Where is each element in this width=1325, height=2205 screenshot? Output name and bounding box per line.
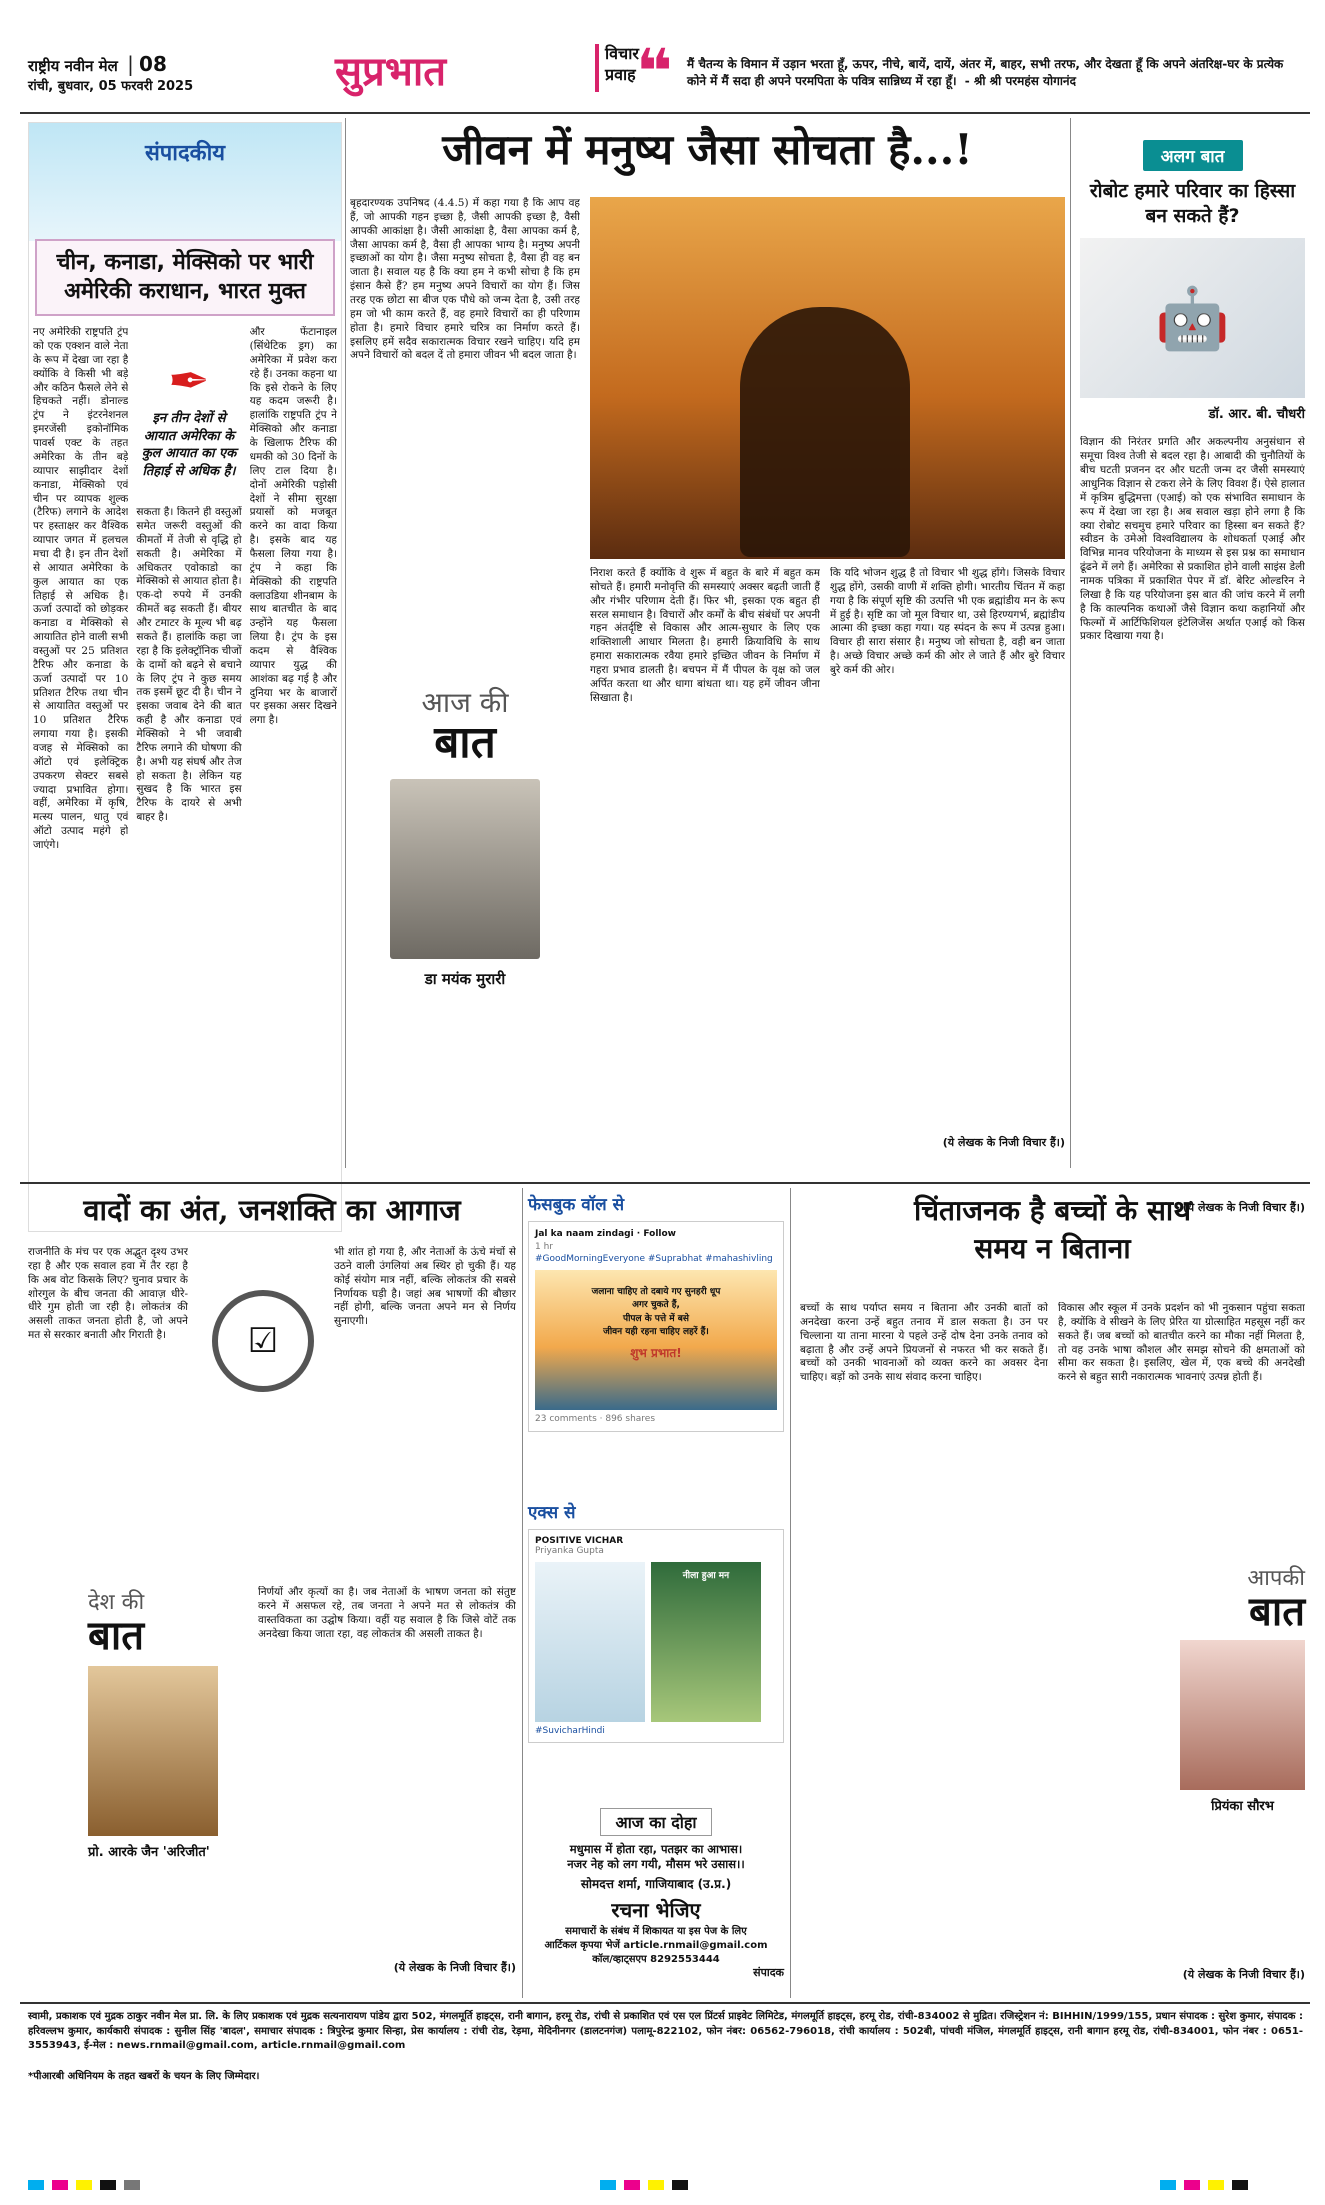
desh-baat-label: बात: [88, 1613, 144, 1659]
editorial-headline: चीन, कनाडा, मेक्सिको पर भारी अमेरिकी कराधान, भारत मुक्त: [56, 250, 314, 304]
color-registration-left: [28, 2175, 148, 2194]
rachna-line-2: आर्टिकल कृपया भेजें article.rnmail@gmail.com: [544, 1940, 768, 1951]
editorial-pullquote-box: [136, 326, 241, 506]
doha-label: आज का दोहा: [600, 1808, 711, 1836]
fb-post-user: Jal ka naam zindagi · Follow: [535, 1229, 676, 1239]
desh-ki-baat: [28, 1190, 516, 1990]
baat-label: बात: [434, 717, 496, 768]
x-post-section: [528, 1500, 784, 1800]
masthead-quote: मैं चैतन्य के विमान में उड़ान भरता हूँ, ऊपर, नीचे, बायें, दायें, अंतर में, बाहर, सभी तरफ, और देखता हूँ कि अपने अंतरिक्ष-घर के प्रत्येक कोने में मैं सदा ही अपने परमपिता के पवित्र सान्निध्य में रहा हूँ। - श्री श्री परमहंस योगानंद: [687, 57, 1284, 89]
robot-baby-image: 🤖: [1080, 238, 1305, 398]
doha-line-2: नजर नेह को लग गयी, मौसम भरे उसास।।: [567, 1857, 745, 1871]
fb-hashtags: #GoodMorningEveryone #Suprabhat #mahashivling: [535, 1254, 773, 1265]
editorial-banner: [29, 123, 341, 241]
bachchon-col-2: विकास और स्कूल में उनके प्रदर्शन को भी नुकसान पहुंचा सकता है, क्योंकि वे सीखने के लिए प्रेरित या ग्रोत्साहित महसूस नहीं कर सकते हैं। जब बच्चों को बातचीत करने का मौका नहीं मिलता है, तो वह उनके भाषा कौशल और समझ सोचने की क्षमताओं को सीमा कर सकता है। इसलिए, खेल में, एक बच्चे की अनदेखी करने से बहुत सारी नकारात्मक भावनाएं उत्पन्न होती हैं।: [1058, 1302, 1305, 1384]
bachchon-article: [800, 1192, 1305, 1992]
aapki-baat-label: बात: [1249, 1589, 1305, 1635]
desh-author: प्रो. आरके जैन 'अरिजीत': [88, 1845, 210, 1860]
quote-mark-icon: ❝: [636, 35, 673, 108]
alag-baat: [1080, 130, 1305, 1215]
paper-name: राष्ट्रीय नवीन मेल: [28, 57, 118, 75]
desh-col-1: राजनीति के मंच पर एक अद्भुत दृश्य उभर रहा है और एक सवाल हवा में तैर रहा है कि अब वोट किसके लिए? चुनाव प्रचार के शोरगुल के बीच जनता की आवाज़ धीरे-धीरे गुम होती जा रही है। लोकतंत्र की असली ताकत जनता होती है, जो अपने मत से सरकार बनाती और गिराती है।: [28, 1246, 188, 1342]
bachchon-author: प्रियंका सौरभ: [1211, 1799, 1274, 1814]
rachna-line-1: समाचारों के संबंध में शिकायत या इस पेज के लिए: [565, 1926, 747, 1937]
x-post-user: POSITIVE VICHAR: [535, 1536, 624, 1546]
author-photo-mayank: [390, 779, 540, 959]
desh-headline: वादों का अंत, जनशक्ति का आगाज: [83, 1193, 461, 1227]
fb-post-image: जलाना चाहिए तो दबाये गए सुनहरी धूप अगर चुकते हैं, पीपल के पत्ते में बसे जीवन यही रहना चाहिए लहरें हैं। शुभ प्रभात!: [535, 1270, 777, 1410]
editorial-label: संपादकीय: [144, 141, 226, 166]
alag-baat-col: विज्ञान की निरंतर प्रगति और अकल्पनीय अनुसंधान से समूचा विश्व तेजी से बदल रहा है। आबादी की चुनौतियों के बीच घटती प्रजनन दर और घटती जन्म दर जैसी समस्याएं आधुनिक विज्ञान से टकरा लेने के लिए विवश हैं। ऐसे हालात में कृत्रिम बुद्धिमत्ता (एआई) को एक संभावित समाधान के रूप में देखा जा रहा है। अब सवाल खड़ा होने लगा है कि क्या रोबोट सचमुच हमारे परिवार का हिस्सा बन सकते हैं? स्वीडन के उमेओ विश्वविद्यालय के शोधकर्ता एआई और विभिन्न मानव परियोजना के माध्यम से इस प्रश्न का समाधान ढूंढने में लगे हैं। अमेरिका से प्रकाशित होने वाली साइंस डेली नामक पत्रिका में प्रकाशित पेपर में डॉ. बेरिट ओल्डरिन ने लिखा है कि यह परियोजना इस बात की जांच करने में लगी है कि काल्पनिक कथाओं जैसे विज्ञान कथा कहानियों और फिल्मों में आर्टिफिशियल इंटेलिजेंस अर्थात एआई को किस प्रकार दिखाया गया है।: [1080, 436, 1305, 643]
dateline: रांची, बुधवार, 05 फरवरी 2025: [28, 79, 194, 94]
x-hashtags: #SuvicharHindi: [535, 1726, 605, 1736]
masthead-left: राष्ट्रीय नवीन मेल | 08: [28, 52, 167, 76]
alag-baat-byline: (ये लेखक के निजी विचार हैं।): [1182, 1201, 1305, 1215]
x-post-image-right: नीला हुआ मन: [651, 1562, 761, 1722]
facebook-wall: [528, 1192, 784, 1482]
x-label: एक्स से: [528, 1503, 576, 1523]
doha-line-1: मधुमास में होता रहा, पतझर का आभास।: [569, 1842, 743, 1856]
rachna-sign: संपादक: [753, 1966, 784, 1979]
main-headline: जीवन में मनुष्य जैसा सोचता है...!: [442, 125, 973, 174]
quote-author: - श्री श्री परमहंस योगानंद: [964, 74, 1076, 89]
main-author: डा मयंक मुरारी: [424, 970, 506, 988]
editorial-pullquote: इन तीन देशों से आयात अमेरिका के कुल आयात का एक तिहाई से अधिक है।: [141, 411, 237, 479]
editorial-col-1: नए अमेरिकी राष्ट्रपति ट्रंप को एक एक्शन वाले नेता के रूप में देखा जा रहा है क्योंकि वे किसी भी बड़े और कठिन फैसले लेने से हिचकते नहीं। डोनाल्ड ट्रंप ने इंटरनेशनल इमरजेंसी इकोनॉमिक पावर्स एक्ट के तहत अमेरिका के तीन बड़े व्यापार साझीदार देशों कनाडा, मेक्सिको एवं चीन पर व्यापक शुल्क (टैरिफ) लगाने के आदेश पर हस्ताक्षर कर वैश्विक व्यापार जगत में हलचल मचा दी है। इन तीन देशों से आयात अमेरिका के कुल आयात का एक तिहाई से अधिक है। ऊर्जा उत्पादों को छोड़कर कनाडा व मेक्सिको से आयातित होने वाली सभी वस्तुओं पर 25 प्रतिशत टैरिफ और कनाडा के ऊर्जा उत्पादों पर 10 प्रतिशत टैरिफ तथा चीन से आयातित वस्तुओं पर 10 प्रतिशत टैरिफ लगाया गया है। इसकी वजह से मेक्सिको का ऑटो एवं इलेक्ट्रिक उपकरण सेक्टर सबसे ज्यादा प्रभावित होगा। वहीं, अमेरिका में कृषि, मत्स्य पालन, धातु एवं ऑटो उत्पाद महंगे हो जाएंगे।: [33, 326, 129, 851]
desh-col-2: भी शांत हो गया है, और नेताओं के ऊंचे मंचों से उठने वाली उंगलियां अब स्थिर हो चुकी हैं। यह कोई संयोग मात्र नहीं, बल्कि लोकतंत्र की सबसे निर्णायक घड़ी है। जहां अब भाषणों की बौछार नहीं होगी, बल्कि जनता अपने मन से निर्णय सुनाएगी।: [334, 1246, 516, 1328]
aapki-baat-box: [1180, 1562, 1305, 1812]
desh-byline: (ये लेखक के निजी विचार हैं।): [393, 1961, 516, 1974]
aaj-ki-baat-box: [350, 675, 580, 1025]
page-number: 08: [139, 52, 167, 76]
editorial-col-3: और फेंटानाइल (सिंथेटिक ड्रग) का अमेरिका में प्रवेश करा रहे हैं। उनका कहना था कि इसे रोकने के लिए यह कदम जरूरी है। हालांकि राष्ट्रपति ट्रंप ने मेक्सिको और कनाडा के खिलाफ टैरिफ की धमकी को 30 दिनों के लिए टाल दिया है। दोनों अमेरिकी पड़ोसी देशों ने सीमा सुरक्षा प्रयासों को मजबूत करने का वादा किया है। इसके बाद यह फैसला लिया गया है। ट्रंप ने कहा कि मेक्सिको की राष्ट्रपति क्लाउडिया शीनबाम के साथ बातचीत के बाद उन्होंने यह फैसला लिया है। ट्रंप के इस कदम से वैश्विक व्यापार युद्ध की आशंका बढ़ गई है और दुनिया भर के बाजारों पर इसका असर दिखने लगा है।: [249, 326, 337, 727]
main-article: [350, 115, 1065, 1155]
author-photo-priyanka: [1180, 1640, 1305, 1790]
author-photo-jain: [88, 1666, 218, 1836]
ballot-logo-image: [198, 1246, 328, 1436]
editorial-box: [28, 122, 342, 1232]
bachchon-byline: (ये लेखक के निजी विचार हैं।): [1182, 1968, 1305, 1981]
doha-poet: सोमदत्त शर्मा, गाजियाबाद (उ.प्र.): [580, 1877, 732, 1891]
thinking-man-photo: [590, 197, 1065, 559]
aaj-ki-label: आज की: [421, 686, 509, 719]
alag-baat-author: डॉ. आर. बी. चौधरी: [1208, 407, 1305, 423]
alag-baat-headline: रोबोट हमारे परिवार का हिस्सा बन सकते हैं?: [1089, 180, 1296, 227]
desh-col-3: निर्णयों और कृत्यों का है। जब नेताओं के भाषण जनता को संतुष्ट करने में असफल रहे, तब जनता ने अपने मत से लोकतंत्र की वास्तविकता का उद्घोष किया। वहीं यह सवाल है कि जिसे वोटें तक अनदेखा किया जाता रहा, वह लोकतंत्र की असली ताकत है।: [258, 1586, 516, 1640]
aaj-ka-doha: [528, 1808, 784, 1893]
footer-imprint: स्वामी, प्रकाशक एवं मुद्रक ठाकुर नवीन मेल प्रा. लि. के लिए प्रकाशक एवं मुद्रक सत्यनारायण पांडेय द्वारा 502, मंगलमूर्ति हाइट्स, रानी बागान, हरमू रोड, रांची से प्रकाशित एवं एस एल प्रिंटर्स प्राइवेट लिमिटेड, मंगलमूर्ति हाइट्स, हरमू रोड, रांची-834002 से मुद्रित। रजिस्ट्रेशन नं: BIHHIN/1999/155, प्रधान संपादक : सुरेश कुमार, संपादक : हरिवल्लभ कुमार, कार्यकारी संपादक : सुनील सिंह 'बादल', समाचार संपादक : त्रिपुरेन्द्र कुमार सिन्हा, प्रेस कार्यालय : रांची रोड, रेड़मा, मेदिनीनगर (डालटनगंज) पलामू-822102, फोन नंबर: 06562-796018, रांची कार्यालय : 502बी, पांचवी मंजिल, मंगलमूर्ति हाइट्स, रानी बागान हरमू रोड, रांची-834001, फोन नंबर : 0651-3553943, ई-मेल : news.rnmail@gmail.com, article.rnmail@gmail.com: [28, 2011, 1303, 2051]
color-registration-right: [1160, 2175, 1256, 2194]
editorial-col-2: सकता है। कितने ही वस्तुओं समेत जरूरी वस्तुओं की कीमतों में तेजी से वृद्धि हो सकती है। अमेरिका में अधिकतर एवोकाडो का मेक्सिको से आयात होता है। एक-दो रुपये में उनकी कीमतें बढ़ सकती हैं। बीयर और टमाटर के मूल्य भी बढ़ सकते हैं। हालांकि कहा जा रहा है कि इलेक्ट्रॉनिक चीजों के दामों को बढ़ने से बचाने के लिए ट्रंप ने कुछ समय तक इसमें छूट दी है। चीन ने इसका जवाब देने की बात कही है और कनाडा एवं मेक्सिको ने भी जवाबी टैरिफ लगाने की घोषणा की है। अभी यह संघर्ष और तेज हो सकता है। लेकिन यह सुखद है कि भारत इस टैरिफ के दायरे से अभी बाहर है।: [136, 506, 242, 824]
sub-section: विचार प्रवाह: [595, 44, 675, 92]
desh-author-box: [88, 1586, 248, 1886]
x-post-handle: Priyanka Gupta: [535, 1546, 604, 1556]
main-col-1: बृहदारण्यक उपनिषद (4.4.5) में कहा गया है कि आप वह हैं, जो आपकी गहन इच्छा है, जैसी आपकी इच्छा है, वैसी आपकी आकांक्षा है। जैसी आकांक्षा है, वैसा आपका कर्म है, जैसा आपका कर्म है, वैसा ही आपका भाग्य है। मनुष्य अपनी इच्छाओं का योग है। जैसा मनुष्य सोचता है, वैसा ही वह बन जाता है। सवाल यह है कि क्या हम ने कभी सोचा है कि हम इंसान कैसे हैं? हम मनुष्य अपने विचारों का योग हैं। जिस तरह एक छोटा सा बीज एक पौधे को जन्म देता है, उसी तरह हम जो भी काम करते हैं, वह हमारे विचारों का ही परिणाम होता है। हमारे विचार हमारे चरित्र का निर्माण करते हैं। इसलिए हमें सदैव सकारात्मक विचार रखने चाहिए। यदि हम अपने विचारों को बदल दें तो हमारा जीवन भी बदल जाता है।: [350, 197, 580, 362]
main-col-3: कि यदि भोजन शुद्ध है तो विचार भी शुद्ध होंगे। जिसके विचार शुद्ध होंगे, उसकी वाणी में शक्ति होगी। भारतीय चिंतन में कहा गया है कि संपूर्ण सृष्टि की उत्पत्ति भी एक ब्रह्मांडीय मन के रूप में हुई है। सृष्टि का जो मूल विचार था, उसे हिरण्यगर्भ, ब्रह्मांडीय आत्मा की इच्छा कहा गया। यह स्पंदन के रूप में उत्पन्न हुआ। विचार ही सारा संसार है। मनुष्य जो सोचता है, वही बन जाता है। अच्छे विचार अच्छे कर्म की ओर ले जाते हैं और बुरे विचार बुरे कर्म की ओर।: [830, 567, 1065, 677]
ballot-icon: ☑: [212, 1290, 314, 1392]
alag-baat-tag: अलग बात: [1143, 140, 1243, 171]
fb-post-time: 1 hr: [535, 1241, 553, 1252]
footer-disclaimer: *पीआरबी अधिनियम के तहत खबरों के चयन के लिए जिम्मेदार।: [28, 2071, 260, 2082]
bachchon-headline: चिंताजनक है बच्चों के साथ समय न बिताना: [913, 1194, 1192, 1265]
x-post[interactable]: [528, 1529, 784, 1743]
fb-post-stats: 23 comments · 896 shares: [535, 1413, 656, 1424]
rachna-label: रचना भेजिए: [611, 1898, 701, 1922]
bachchon-col-1: बच्चों के साथ पर्याप्त समय न बिताना और उनकी बातों को अनदेखा करना उन्हें बहुत तनाव में डाल सकता है। उन पर चिल्लाना या ताना मारना ये पहले उन्हें दोष देना उनके तनाव को बढ़ाता है और उन्हें अपने प्रियजनों से नफरत भी कर सकते हैं। बच्चों को उनकी भावनाओं को व्यक्त करने का अवसर देना चाहिए। बड़ों को उनके साथ संवाद करना चाहिए।: [800, 1302, 1048, 1384]
main-byline-note: (ये लेखक के निजी विचार हैं।): [942, 1136, 1065, 1149]
aapki-label: आपकी: [1247, 1566, 1305, 1591]
facebook-post[interactable]: [528, 1221, 784, 1432]
section-name: सुप्रभात: [335, 48, 447, 95]
main-col-2: निराश करते हैं क्योंकि वे शुरू में बहुत के बारे में बहुत कम सोचते हैं। हमारी मनोवृत्ति की समस्याएं अक्सर बढ़ती जाती हैं और गंभीर परिणाम देती हैं। फिर भी, इसका एक बहुत ही सरल समाधान है। विचारों और कर्मों के बीच संबंधों पर अपनी गहन अंतर्दृष्टि से विकास और आत्म-सुधार के लिए एक शक्तिशाली आधार मिलता है। हमारी क्रियाविधि के साथ हमारा सकारात्मक रवैया हमारे इच्छित जीवन के निर्माण में गहरा प्रभाव डालती है। बचपन में मैं पीपल के वृक्ष को जल अर्पित करता था और धागा बांधता था। यह हमें जीवन जीना सिखाता है।: [590, 567, 820, 704]
quill-icon: ✒: [168, 352, 210, 411]
main-col-1b-area: [350, 1035, 580, 1135]
x-post-image-left: [535, 1562, 645, 1722]
facebook-label: फेसबुक वॉल से: [528, 1195, 625, 1215]
rachna-bhejiye: [528, 1896, 784, 1996]
rachna-line-3: कॉल/व्हाट्सएप 8292553444: [592, 1954, 720, 1965]
desh-ki-label: देश की: [88, 1590, 145, 1615]
color-registration-center: [600, 2175, 696, 2194]
